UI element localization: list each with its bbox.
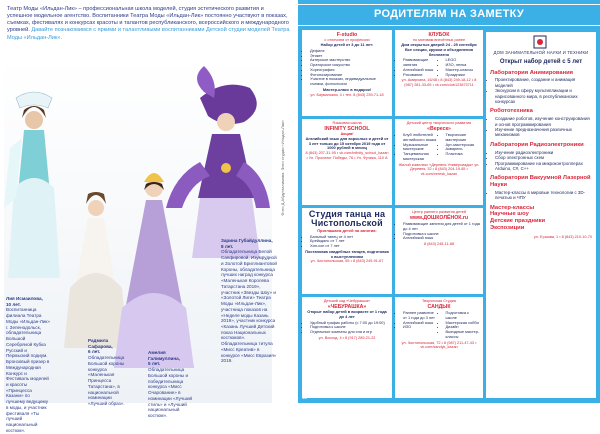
intro-main: Театр Моды «Ильдан-Лик» – профессиональная школа моделей, студия эстетического развития и успешное модельное агентство. Воспитанники Театра Моды «Ильдан-Лик» постоянно участвуют в показах, съемках, фестивалях и конкурсах красоты и талантов республиканского, всероссийского и международного уровней. xyxy=(7,6,289,34)
list-item: • Английский язык xyxy=(403,68,438,73)
list-item: • Ораторское искусство xyxy=(310,63,389,68)
fstudio-title: F-studio xyxy=(336,32,358,38)
list-item: • Клуб любителей английского языка xyxy=(403,133,438,143)
card-doshkolenok xyxy=(395,208,483,294)
infinity-lead: Английский язык для взрослых и детей от 3 лет только до 15 октября 2019 года от 1000 рублей в месяц xyxy=(305,135,389,151)
klubok-lead: Дом открытых дверей 24 - 25 сентября xyxy=(401,41,477,47)
intro-text xyxy=(7,6,290,42)
list-item: • Мастерская хобби xyxy=(446,321,481,326)
list-item: • Выездные мастер-классы xyxy=(446,330,481,340)
dom-address: ул. Ершова, 1 • 8 (843) 210-10-70 xyxy=(533,235,592,240)
model-4-text: Обладательница Белой Сапфировой, Изумрудной и Золотой Бриллиантовой Короны, обладательница лучших наград конкурса «Маленькая Королева Татарстана 2019», участник «Звезды Шоу» и «Золотой Лиги» Театра Моды «Ильдан-Лик», участница показов на «Неделе моды Казань 2019», участник конкурса «Казань Лучший Детский показ Национальных костюмов». Обладательница титула «Мисс Креатив» в конкурсе «Мисс Евразия» 2019. xyxy=(221,249,277,364)
fstudio-subtitle: с отличием от профессии xyxy=(324,38,370,43)
dance-bold: Постановка свадебных танцев, подготовка к выступлениям xyxy=(305,248,389,259)
card-veresk xyxy=(395,119,483,205)
model-1-age: 10 лет. xyxy=(6,301,21,307)
extra-2: Научные шоу xyxy=(490,211,529,218)
model-2-age: 6 лет. xyxy=(88,349,101,355)
card-sandyk xyxy=(395,297,483,398)
list-item: • Английский язык xyxy=(403,236,480,241)
klubok-contact: ул. Амирхана, 16/48 • 8 (843) 249-18-12 • 8 (987) 281-33-65 • vk.com/club123873711 xyxy=(401,78,477,87)
list-item: • Бальный танец от 4 лет xyxy=(310,235,389,240)
cheburashka-lead: Открыт набор детей в возрасте от 1 года до 4 лет xyxy=(307,308,387,319)
card-cheburashka xyxy=(302,297,392,398)
sandyk-contact: ул. Чистопольская, 72 • 8 (987) 211-47-43 • vk.com/sandyk_kazan xyxy=(401,340,477,350)
list-item: • Программирование на микроконтроллерах Arduino, C#, C++ xyxy=(495,161,592,172)
list-item: • Подготовка к школе xyxy=(403,232,480,237)
card-fstudio xyxy=(302,30,392,116)
lab-1-title: Лаборатория Анимирования xyxy=(490,69,574,76)
klubok-note: Все секции, кружки и объединения бесплатно xyxy=(404,46,474,57)
page-number: 11 xyxy=(302,395,308,401)
doshkolenok-title: www.ДОШКОЛЁНОК.ru xyxy=(409,214,469,221)
card-dom-nauki xyxy=(486,32,596,398)
list-item: • Изучение предназначения различных механизмов xyxy=(495,127,592,138)
fstudio-contact: ул. Бауманская, 4 • тел. 8 (843) 239-71-18 xyxy=(310,92,384,97)
veresk-columns xyxy=(398,132,480,163)
model-1-text: Воспитанница филиала Театра Моды «Ильдан-Лик» г. Зеленодольск, обладательница Большой Серебряной Кубка Русский и Пермьский подиум. Бронзовый призер в Международная Конкурс и Фестиваль моделей и красоты «Принцесса Казани» по лучшему ведущему в моды, и участник фестиваля «Ты лучший национальный костюм». xyxy=(6,307,50,433)
dance-title: Студия танца на Чистопольской xyxy=(308,209,386,229)
list-item: • Хип-хоп от 7 лет xyxy=(310,244,389,249)
list-item: • Английский язык xyxy=(403,321,438,326)
lab-4-title: Лаборатория Вакуумной Лазерной Науки xyxy=(490,175,591,189)
list-item: • Хореография xyxy=(310,68,389,73)
list-item: • Проектирование, создание и анимация моделей xyxy=(495,77,592,88)
sandyk-title: САНДЫК xyxy=(427,303,451,310)
veresk-contact: Жилой комплекс «Деревня Универсиады» ул. Деревня, 32 • 8 (843) 204-19-85 • vk.com/veresk_kazan xyxy=(398,162,480,176)
list-item: • Пластика xyxy=(446,152,481,157)
dance-lead: Приглашаем детей на занятия: xyxy=(317,227,377,233)
model-3-age: 5 лет. xyxy=(148,361,161,367)
list-item: • Создание роботов, изучение конструирования и основ программирования xyxy=(495,116,592,127)
infinity-subtitle: Языковая школа xyxy=(332,121,362,125)
dance-contact: ул. Чистопольская, 65 • 8 (843) 245-91-67 xyxy=(310,259,384,264)
cheburashka-title: «ЧЕБУРАШКА» xyxy=(327,303,367,310)
fstudio-list xyxy=(305,49,389,87)
card-infinity xyxy=(302,119,392,205)
list-item: • Рисование xyxy=(403,73,438,78)
intro-highlight: Давайте познакомимся с яркими и талантливыми воспитанниками Детской студии моделей Театра Моды «Ильдан-Лик». xyxy=(7,27,290,41)
dom-open: Открыт набор детей с 5 лет xyxy=(499,58,583,65)
list-item: • Удобный график работы (с 7:00 до 19:00) xyxy=(310,321,389,326)
card-klubok xyxy=(395,30,483,116)
infinity-contact: 8 (843) 207-31-95 • vk.com/infinity_school_kazan • Ул. Проспект Победы, 76 • Ул. Фучика, 110 А xyxy=(305,151,389,160)
right-page xyxy=(298,0,600,403)
list-item: • ИЗО xyxy=(403,325,438,330)
list-item: • Фотопозирование xyxy=(310,73,389,78)
list-item: • Брейкданс от 7 лет xyxy=(310,239,389,244)
list-item: • Арт-мастерская xyxy=(446,143,481,148)
photo-credit: Фото Д.Абдулгалимова. Фото студии «Ильдан-Лик» xyxy=(280,120,285,216)
extra-4: Экспозиции xyxy=(490,224,525,231)
model-2-name: Радмила Сафарова, xyxy=(88,338,113,349)
veresk-title: «Вереск» xyxy=(427,125,451,132)
lab-3-title: Лаборатория Радиоэлектроники xyxy=(490,141,584,148)
lab-2-title: Робототехника xyxy=(490,108,533,115)
model-4-name: Зарина Губайдуллина, xyxy=(221,238,273,243)
dance-list xyxy=(305,235,389,249)
caption-model-3 xyxy=(148,350,198,419)
list-item: • ИЗО, лепка xyxy=(446,63,481,68)
cheburashka-subtitle: Детский сад «Чебурашка» xyxy=(323,299,371,303)
list-item: • Подготовка к школе xyxy=(446,311,481,321)
doshkolenok-list xyxy=(398,222,480,241)
klubok-title: КЛУБОК xyxy=(428,32,450,38)
model-3-name: Амелия Галимуллина, xyxy=(148,350,180,361)
list-item: • Дефиле xyxy=(310,49,389,54)
doshkolenok-contact: 8 (843) 248-11-88 xyxy=(423,242,455,247)
list-item: • Сбор электронных схем xyxy=(495,155,592,160)
list-item: • LEGO xyxy=(446,58,481,63)
list-item: • Дизайн xyxy=(446,325,481,330)
dom-logo-icon xyxy=(490,35,590,49)
left-page xyxy=(0,0,296,433)
list-item: • Праздники xyxy=(446,73,481,78)
caption-model-1 xyxy=(6,296,50,434)
cheburashka-contact: ул. Восход, 4 • 8 (917) 289-21-22 xyxy=(318,335,376,340)
model-2-text: Обладательница Большой короны конкурса «Маленькая Принцесса Татарстана», в национальной номинации «Лучший образ». xyxy=(88,355,125,407)
list-item: • Развивающие занятия xyxy=(403,58,438,68)
extra-3: Детские праздники xyxy=(490,217,546,224)
list-item: • Отдельные комнаты для сна и игр xyxy=(310,330,389,335)
veresk-subtitle: Детский центр творческого развития xyxy=(406,121,472,125)
list-item: • Развивающие занятия для детей от 1 года до 4 лет xyxy=(403,222,480,232)
list-item: • Музыкальные мастерские xyxy=(403,143,438,153)
infinity-title: INFINITY SCHOOL xyxy=(324,125,370,132)
list-item: • Этикет xyxy=(310,54,389,59)
list-item: • Творческие мастерские xyxy=(446,133,481,143)
list-item: • Экскурсии в сферу мультипликации и нарисованного мира, в республиканских конкурсах xyxy=(495,88,592,104)
list-item: • Мастер-классы в мировые технологии с 3D-печатью и ЧПУ xyxy=(495,190,592,201)
list-item: • Изучение радиоэлектроники xyxy=(495,150,592,155)
doshkolenok-subtitle: Центр раннего развития детей xyxy=(411,210,467,214)
card-dance xyxy=(302,208,392,294)
dom-logo-text: ДОМ ЗАНИМАТЕЛЬНОЙ НАУКИ И ТЕХНИКИ xyxy=(493,50,589,56)
fstudio-gift: Мастер-класс в подарок! xyxy=(322,86,372,92)
page-header: РОДИТЕЛЯМ НА ЗАМЕТКУ xyxy=(298,4,600,26)
list-item: • Танцевальная мастерская xyxy=(403,152,438,162)
list-item: • Акварель xyxy=(446,147,481,152)
cheburashka-list xyxy=(305,321,389,335)
extra-1: Мастер-классы xyxy=(490,204,535,211)
sandyk-columns xyxy=(398,310,480,341)
klubok-subtitle: по мотивам внесённых ранее xyxy=(412,38,466,43)
list-item: • Мастер-классы xyxy=(446,68,481,73)
list-item: • Участие в показах, индивидуальные съемки, фотосессии xyxy=(310,77,389,87)
model-3-text: Обладательница Большой короны и победительница конкурса «Мисс Очарование» в номинации «Лучший стиль» и «Лучший национальный костюм». xyxy=(148,367,193,419)
list-item: • Подготовка к школе xyxy=(310,325,389,330)
fstudio-lead: Набор детей от 3 до 11 лет: xyxy=(320,41,374,47)
caption-model-4 xyxy=(221,238,279,364)
list-item: • Актерское мастерство xyxy=(310,58,389,63)
infinity-acc: Акция! xyxy=(340,130,354,136)
list-item: • Раннее развитие от 1 года до 3 лет xyxy=(403,311,438,321)
sandyk-subtitle: Творческая Студия xyxy=(422,299,456,303)
caption-model-2 xyxy=(88,338,132,407)
klubok-columns xyxy=(398,57,480,78)
model-4-age: 8 лет. xyxy=(221,243,234,249)
model-1-name: Лия Исмаилова, xyxy=(6,296,43,301)
